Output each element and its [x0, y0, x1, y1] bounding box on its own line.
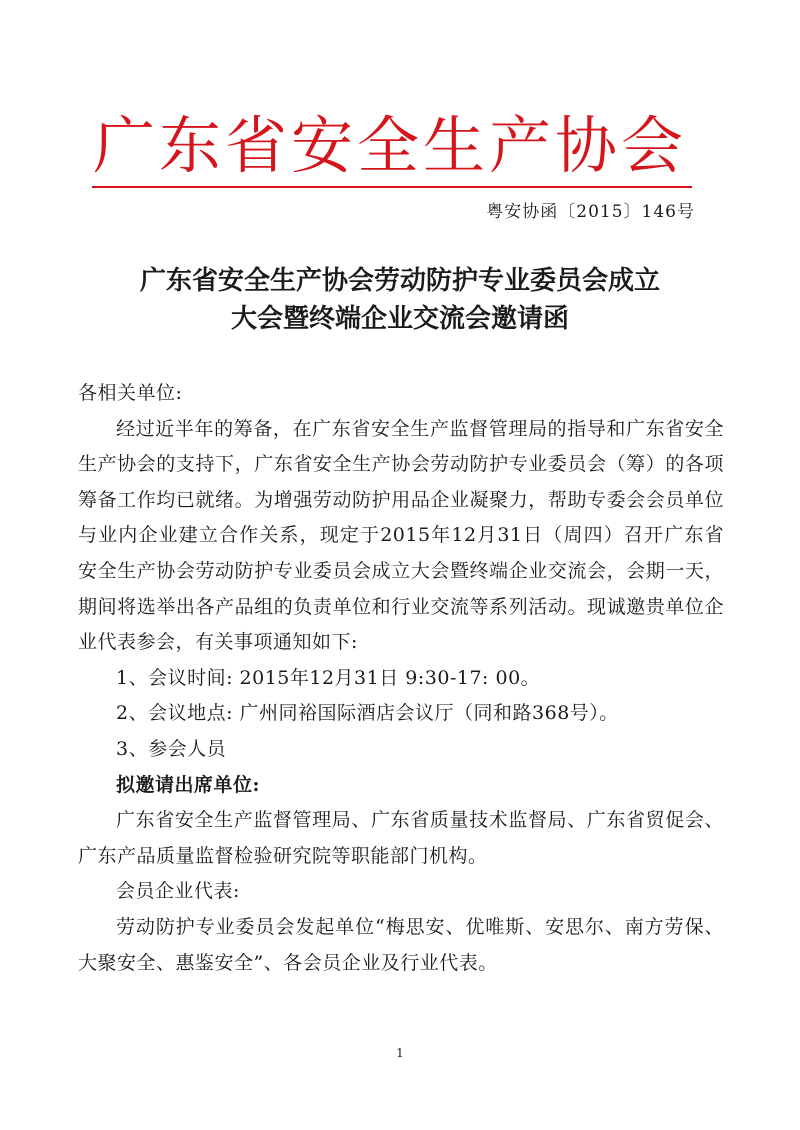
letter-body [78, 376, 724, 981]
header-divider [92, 186, 692, 188]
member-representatives-heading: 会员企业代表: [116, 880, 240, 903]
attendees-item: 3、参会人员 [116, 737, 227, 760]
invited-units-paragraph: 广东省安全生产监督管理局、广东省质量技术监督局、广东省贸促会、广东产品质量监督检验研究院等职能部门机构。 [78, 809, 724, 867]
page-number: 1 [396, 1046, 404, 1060]
organization-header: 广东省安全生产协会 [92, 109, 687, 182]
meeting-time-item: 1、会议时间: 2015年12月31日 9:30-17: 00。 [116, 666, 541, 689]
document-title [60, 262, 740, 338]
document-number: 粤安协函〔2015〕146号 [486, 202, 695, 222]
title-line-1: 广东省安全生产协会劳动防护专业委员会成立 [139, 266, 660, 296]
title-line-2: 大会暨终端企业交流会邀请函 [230, 304, 569, 334]
meeting-location-item: 2、会议地点: 广州同裕国际酒店会议厅（同和路368号）。 [116, 702, 619, 725]
salutation: 各相关单位: [78, 382, 183, 404]
intro-paragraph: 经过近半年的筹备，在广东省安全生产监督管理局的指导和广东省安全生产协会的支持下，广东省安全生产协会劳动防护专业委员会（筹）的各项筹备工作均已就绪。为增强劳动防护用品企业凝聚力，帮助专委会会员单位与业内企业建立合作关系，现定于2015年12月31日（周四）召开广东省安全生产协会劳动防护专业委员会成立大会暨终端企业交流会，会期一天，期间将选举出各产品组的负责单位和行业交流等系列活动。现诚邀贵单位企业代表参会，有关事项通知如下: [78, 417, 724, 654]
member-representatives-paragraph: 劳动防护专业委员会发起单位“梅思安、优唯斯、安思尔、南方劳保、大聚安全、惠鉴安全”、各会员企业及行业代表。 [78, 915, 724, 974]
invited-units-heading: 拟邀请出席单位: [116, 773, 261, 796]
